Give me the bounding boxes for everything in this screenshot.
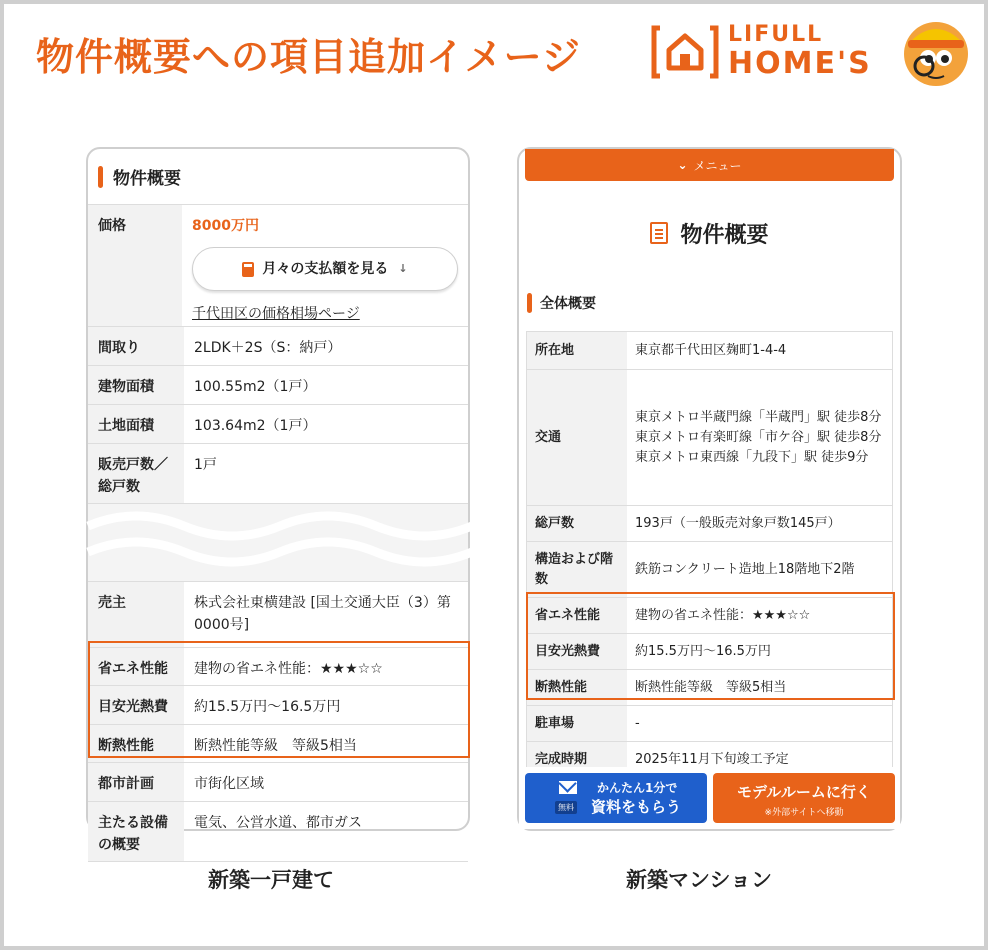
added-items-highlight (526, 592, 895, 700)
cta-bar (519, 767, 900, 829)
wave-divider-icon (88, 504, 472, 582)
table-row (527, 370, 892, 506)
added-items-highlight (88, 641, 470, 758)
row-value: 建物の省エネ性能：★★★☆☆ (635, 607, 811, 623)
section-accent-bar (98, 166, 103, 188)
row-label: 断熱性能 (88, 725, 184, 762)
row-value: 断熱性能等級 等級5相当 (194, 738, 357, 754)
row-label: 都市計画 (88, 763, 184, 801)
caption-condominium: 新築マンション (626, 868, 773, 892)
row-value (182, 205, 468, 326)
row-value-line: 東京メトロ東西線「九段下」駅 徒歩9分 (635, 449, 869, 465)
row-value: - (635, 715, 640, 731)
row-value (627, 506, 892, 541)
price-value: 8000万円 (192, 218, 259, 234)
menu-label: メニュー (693, 158, 742, 173)
row-value: 約15.5万円〜16.5万円 (194, 699, 341, 715)
page-heading-text: 物件概要 (680, 222, 769, 248)
row-label: 建物面積 (88, 366, 184, 404)
visit-model-room-button[interactable] (713, 773, 895, 823)
omission-wave (88, 504, 468, 582)
monthly-payment-label: 月々の支払額を見る (262, 261, 389, 277)
chevron-down-icon: ⌄ (677, 158, 688, 172)
section-accent-bar (527, 293, 532, 313)
menu-toggle[interactable] (525, 149, 894, 181)
page-title: 物件概要への項目追加イメージ (36, 35, 581, 79)
table-row (88, 366, 468, 405)
row-value: 100.55m2（1戸） (194, 379, 317, 395)
row-value-line: 193戸（一般販売対象戸数145戸） (635, 515, 841, 531)
lifull-homes-logo (652, 22, 892, 82)
request-brochure-button[interactable] (525, 773, 707, 823)
row-label: 主たる設備の概要 (88, 802, 184, 861)
row-value (627, 542, 892, 597)
row-label: 省エネ性能 (527, 598, 627, 633)
detached-house-phone-mock (86, 147, 470, 853)
section-header (527, 291, 900, 315)
document-icon (650, 222, 668, 244)
external-site-note: ※外部サイトへ移動 (764, 808, 844, 818)
row-label: 価格 (88, 205, 182, 326)
row-value-line: 東京メトロ半蔵門線「半蔵門」駅 徒歩8分 (635, 409, 882, 425)
monthly-payment-button[interactable] (192, 247, 458, 291)
row-label: 目安光熱費 (88, 686, 184, 724)
house-logo-icon (652, 26, 718, 78)
row-label: 総戸数 (527, 506, 627, 541)
table-row (527, 542, 892, 598)
table-row (88, 405, 468, 444)
table-row (88, 802, 468, 862)
section-header (88, 149, 468, 205)
chevron-down-icon: ↓ (398, 262, 408, 275)
table-row (527, 706, 892, 742)
calculator-icon (242, 262, 254, 277)
row-value: 市街化区域 (194, 776, 264, 792)
mascot-icon (898, 14, 974, 88)
row-value: 2LDK＋2S（S：納戸） (194, 340, 342, 356)
row-label: 売主 (88, 582, 184, 647)
table-row (527, 332, 892, 370)
section-title: 物件概要 (113, 169, 181, 189)
row-value (627, 332, 892, 369)
row-value (627, 370, 892, 505)
overview-table (526, 331, 893, 778)
row-label: 省エネ性能 (88, 648, 184, 685)
row-value-line: 東京都千代田区麹町1-4-4 (635, 342, 787, 358)
row-value: 約15.5万円〜16.5万円 (635, 643, 771, 659)
mail-icon (559, 781, 577, 794)
table-row-seller (88, 582, 468, 648)
row-label: 交通 (527, 370, 627, 505)
row-value: 電気、公営水道、都市ガス (194, 815, 362, 831)
row-label: 土地面積 (88, 405, 184, 443)
row-value-line: 東京メトロ有楽町線「市ケ谷」駅 徒歩8分 (635, 429, 882, 445)
row-label: 駐車場 (527, 706, 627, 741)
row-value: 2025年11月下旬竣工予定 (635, 751, 789, 767)
row-value: 建物の省エネ性能：★★★☆☆ (194, 661, 383, 677)
caption-detached-house: 新築一戸建て (208, 868, 334, 892)
row-label: 断熱性能 (527, 670, 627, 705)
row-label: 構造および階数 (527, 542, 627, 597)
row-value: 103.64m2（1戸） (194, 418, 317, 434)
request-brochure-label: 資料をもらう (591, 798, 682, 816)
table-row (88, 327, 468, 366)
table-row-price (88, 205, 468, 327)
request-brochure-subtext: かんたん1分で (597, 781, 678, 795)
section-title: 全体概要 (540, 296, 596, 312)
table-row (88, 763, 468, 802)
row-label: 販売戸数／総戸数 (88, 444, 184, 503)
price-market-link[interactable]: 千代田区の価格相場ページ (192, 306, 360, 322)
row-value: 断熱性能等級 等級5相当 (635, 679, 787, 695)
row-value: 1戸 (194, 457, 217, 473)
row-label: 所在地 (527, 332, 627, 369)
table-row (88, 444, 468, 504)
table-row (527, 506, 892, 542)
row-value: 株式会社東横建設 [国土交通大臣（3）第0000号] (194, 595, 451, 633)
free-badge: 無料 (555, 801, 577, 814)
row-label: 完成時期 (527, 742, 627, 777)
condominium-phone-mock (517, 147, 902, 831)
row-label: 間取り (88, 327, 184, 365)
visit-model-room-label: モデルルームに行く (737, 783, 871, 801)
logo-text-homes: HOME'S (728, 46, 872, 81)
page-heading (519, 213, 900, 253)
row-value-line: 鉄筋コンクリート造地上18階地下2階 (635, 561, 855, 577)
logo-text-lifull: LIFULL (728, 22, 824, 47)
row-label: 目安光熱費 (527, 634, 627, 669)
